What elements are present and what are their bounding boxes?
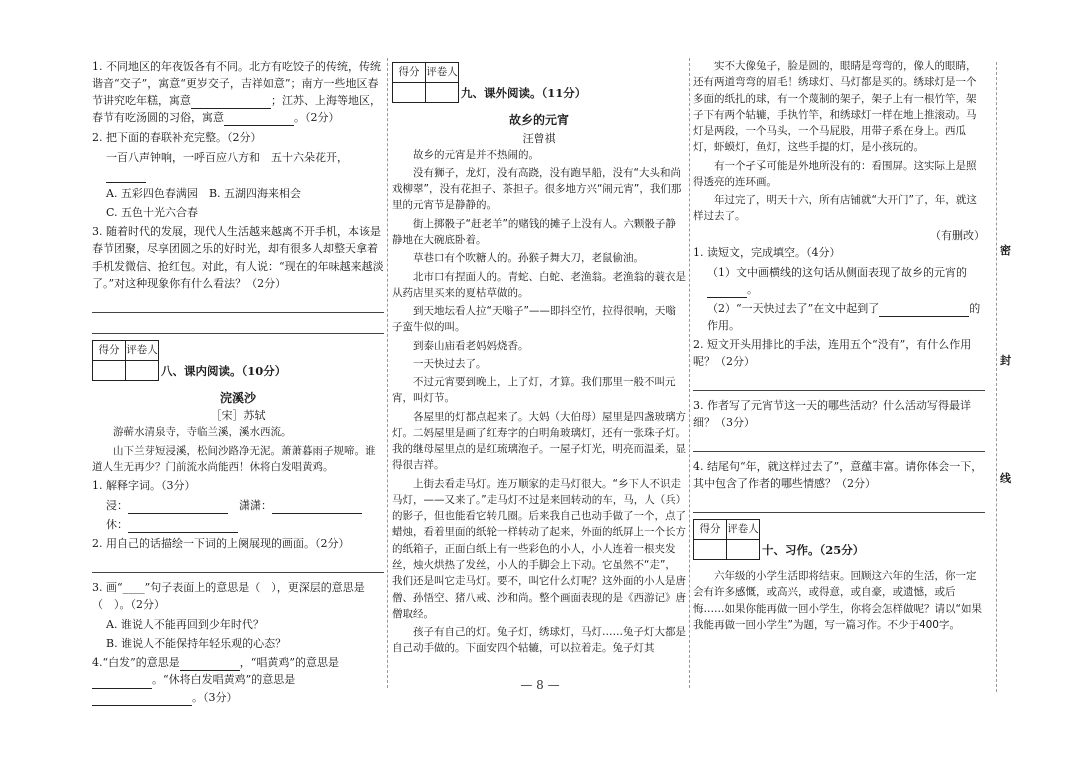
section-9-header: [392, 62, 686, 103]
section-title: 九、课外阅读。（11分）: [461, 86, 587, 101]
page-number: — 8 —: [520, 678, 560, 692]
story-paragraph: 故乡的元宵是并不热闹的。: [413, 148, 539, 161]
answer-line[interactable]: [693, 437, 985, 452]
story-paragraph: 北市口有捏面人的。青蛇、白蛇、老渔翁。老渔翁的蓑衣是从药店里买来的夏枯草做的。: [392, 270, 686, 299]
reading-q3: 3. 作者写了元宵节这一天的哪些活动？什么活动写得最详细？（3分）: [693, 399, 971, 430]
story-paragraph: 实不大像兔子，脸是圆的，眼睛是弯弯的，像人的眼睛，还有两道弯弯的眉毛！绣球灯、马灯都是买的。绣球灯是一个多面的纸扎的球，有一个蔑制的架子，架子上有一根竹竿，架子下有两个轱辘，手执竹竿，和绣球灯一样在地上推滚动。马灯是两段，一个马头，一个马屁股，用带子系在身上。西瓜灯，虾蟆灯，鱼灯，这些手提的灯，是小孩玩的。: [693, 60, 977, 154]
poem-q1: 1. 解释字词。（3分）: [92, 479, 196, 493]
story-paragraph: 各屋里的灯都点起来了。大妈（大伯母）屋里是四盏玻璃方灯。二妈屋里是画了红寿字的白明角玻璃灯，还有一张珠子灯。我的继母屋里点的是红琉璃泡子。一屋子灯光，明亮而温柔，显得很吉祥。: [392, 410, 686, 472]
option-row: C. 五色十光六合春: [106, 206, 199, 220]
story-paragraph: 上街去看走马灯。连万顺家的走马灯很大。“乡下人不识走马灯，——又来了。”走马灯不过是来回转动的车，马，人（兵）的影子，但也能看它转几圈。后来我自己也动手做了一个，点了蜡烛，看着里面的纸轮一样转动了起来，外面的纸屏上一个长方的纸箱子，正面白纸上有一些彩色的小人，小人连着一根夹发丝，烛火烘热了发丝，小人的手脚会上下动。它虽然不“走”，我们还是叫它走马灯。要不，叫它什么灯呢？这外面的小人是唐僧、孙悟空、猪八戒、沙和尚。整个画面表现的是《西游记》唐僧取经。: [392, 477, 686, 620]
answer-line[interactable]: [693, 376, 985, 391]
answer-blank[interactable]: [224, 113, 294, 126]
poem-title: 浣溪沙: [219, 390, 256, 405]
seal-char: 线: [1000, 472, 1011, 485]
story-paragraph: 一天快过去了。: [413, 357, 487, 370]
score-box: 得分 评卷人: [693, 519, 760, 560]
poem-author: ［宋］苏轼: [210, 409, 266, 423]
right-column: 实不大像兔子，脸是圆的，眼睛是弯弯的，像人的眼睛，还有两道弯弯的眉毛！绣球灯、马灯都是买的。绣球灯是一个多面的纸扎的球，有一个蔑制的架子，架子上有一根竹竿，架子下有两个轱辘，手执竹竿，和绣球灯一样在地上推滚动。马灯是两段，一个马头，一个马屁股，用带子系在身上。西瓜灯，虾蟆灯，鱼灯，这些手提的灯，是小孩玩的。 有一个孑孓可能是外地所没有的：看围屏。这实际上是照得透亮的连环画。 年过完了，明天十六，所有店铺就“大开门”了，年，就这样过去了。 （有删改） 1. 读短文，完成填空。（4分） （1）文中画横线的这句话从侧面表现了故乡的元宵的。 （2）“一天快过去了”在文中起到了 的作用。 2. 短文开头用排比的手法，连用五个“没有”，有什么作用呢？（2分） 3. 作者写了元宵节这一天的哪些活动？什么活动写得最详细？（3分） 4. 结尾句“年，就这样过去了”，意蕴丰富。请你体会一下，其中包含了作者的哪些情感？（2分） 得分 评卷人 十、习作。（25分） 六年级的小学生活即将结束。回顾这六年的生活，你一定会有许多感慨，或高兴，或得意，或自豪，或遗憾，或后悔……如果你能再做一回小学生，你将会怎样做呢？请以“如果我能再做一回小学生”为题，写一篇习作。不少于400字。: [693, 58, 985, 635]
poem-body: 山下兰芽短浸溪，松间沙路净无泥。萧萧暮雨子规啼。谁道人生无再少？门前流水尚能西！休将白发唱黄鸡。: [92, 444, 376, 473]
story-paragraph: 孩子有自己的灯。兔子灯，绣球灯，马灯……兔子灯大都是自己动手做的。下面安四个轱辘，可以拉着走。兔子灯其: [392, 626, 686, 655]
answer-line[interactable]: [693, 498, 985, 513]
answer-blank[interactable]: [191, 96, 271, 109]
section-10-header: [693, 519, 985, 560]
story-title: 故乡的元宵: [508, 113, 569, 127]
section-8-header: [92, 340, 384, 381]
seal-line: [996, 62, 997, 692]
reading-q2: 2. 短文开头用排比的手法，连用五个“没有”，有什么作用呢？（2分）: [693, 337, 972, 368]
middle-column: [392, 58, 686, 659]
question-2: 2. 把下面的春联补充完整。（2分）: [92, 131, 262, 145]
story-body: [392, 147, 686, 657]
story-body-continued: [693, 58, 985, 225]
reading-q4: 4. 结尾句“年，就这样过去了”，意蕴丰富。请你体会一下，其中包含了作者的哪些情感？（2分）: [693, 460, 983, 491]
option-row: A. 五彩四色春满园 B. 五湖四海来相会: [106, 187, 302, 201]
story-paragraph: 没有狮子，龙灯，没有高跷，没有跑旱船，没有“大头和尚戏柳翠”，没有花担子、茶担子。很多地方兴“闹元宵”，我们那里的元宵节是静静的。: [392, 166, 682, 212]
essay-prompt: 六年级的小学生活即将结束。回顾这六年的生活，你一定会有许多感慨，或高兴，或得意，或自豪，或遗憾，或后悔……如果你能再做一回小学生，你将会怎样做呢？请以“如果我能再做一回小学生”为题，写一篇习作。不少于400字。: [693, 570, 982, 632]
couplet-line: 一百八声钟响，一呼百应八方和 五十六朵花开，: [106, 149, 384, 183]
score-box: 得分 评卷人: [392, 62, 459, 103]
story-paragraph: 年过完了，明天十六，所有店铺就“大开门”了，年，就这样过去了。: [693, 194, 977, 223]
section-title: 八、课内阅读。（10分）: [161, 363, 287, 378]
story-paragraph: 街上掷骰子“赶老羊”的赌钱的摊子上没有人。六颗骰子静静地在大碗底卧着。: [392, 217, 676, 246]
section-title: 十、习作。（25分）: [762, 543, 865, 558]
answer-line[interactable]: [92, 298, 384, 313]
story-paragraph: 不过元宵要到晚上，上了灯，才算。我们那里一般不叫元宵，叫灯节。: [392, 376, 676, 405]
question-3: 3. 随着时代的发展，现代人生活越来越离不开手机，本该是春节团聚，尽享团圆之乐的好时光，却有很多人却整天拿着手机发微信、抢红包。对此，有人说：“现在的年味越来越淡了。”对这种现象你有什么看法？（2分）: [92, 225, 384, 290]
option-row: B. 谁说人不能保持年轻乐观的心态？: [106, 637, 287, 651]
reading-q1: 1. 读短文，完成填空。（4分）: [693, 245, 841, 259]
word-row: 浸： 潇潇：: [106, 497, 384, 514]
story-author: 汪曾祺: [522, 131, 556, 145]
source-note: （有删改）: [930, 228, 985, 242]
score-box: 得分 评卷人: [92, 340, 159, 381]
left-column: [92, 58, 384, 709]
word-row: 休：: [106, 516, 384, 533]
story-paragraph: 有一个孑孓可能是外地所没有的：看围屏。这实际上是照得透亮的连环画。: [693, 159, 977, 188]
column-divider: [387, 58, 388, 688]
answer-blank[interactable]: [106, 170, 146, 183]
poem-q3: 3. 画“____”句子表面上的意思是（ ），更深层的意思是（ ）。（2分）: [92, 581, 365, 612]
poem-q4: 4.“白发”的意思是 ，“唱黄鸡”的意思是。“休将白发唱黄鸡”的意思是。（3分）: [92, 654, 384, 705]
story-paragraph: 到泰山庙看老妈妈烧香。: [413, 339, 529, 352]
answer-line[interactable]: [92, 319, 384, 334]
answer-line[interactable]: [92, 558, 384, 573]
poem-q2: 2. 用自己的话描绘一下词的上阕展现的画面。（2分）: [92, 537, 350, 551]
seal-char: 封: [1000, 354, 1011, 367]
story-paragraph: 草巷口有个吹糖人的。孙猴子舞大刀，老鼠偷油。: [413, 252, 644, 265]
seal-char: 密: [1000, 244, 1011, 257]
question-1: 1. 不同地区的年夜饭各有不同。北方有吃饺子的传统，传统谐音“交子”，寓意“更岁交子，吉祥如意”；南方一些地区春节讲究吃年糕，寓意 ；江苏、上海等地区，春节有吃汤圆的习俗，寓意 。（2分）: [92, 58, 384, 126]
story-paragraph: 到天地坛看人拉“天嗡子”——即抖空竹，拉得很响，天嗡子蛮牛似的叫。: [392, 305, 676, 334]
poem-note: 游蕲水清泉寺，寺临兰溪，溪水西流。: [113, 426, 292, 439]
option-row: A. 谁说人不能再回到少年时代？: [106, 618, 264, 632]
column-divider: [689, 58, 690, 688]
